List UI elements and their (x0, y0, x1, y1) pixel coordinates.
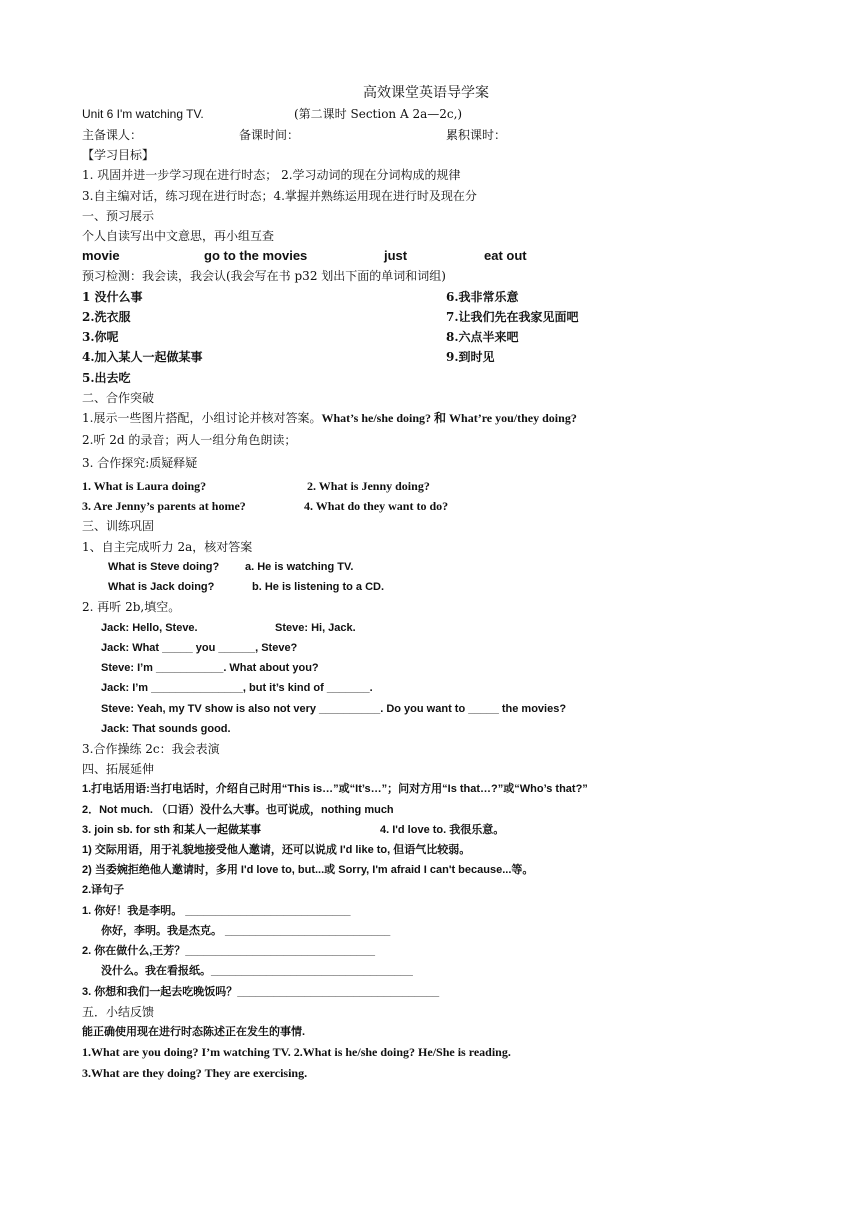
coop-line: 2.听 2d 的录音；两人一组分角色朗读； (82, 433, 297, 447)
dialogue-line: Jack: That sounds good. (101, 723, 231, 735)
coop-line: 3. 合作探究:质疑释疑 (82, 456, 198, 470)
summary-line: 1.What are you doing? I’m watching TV. 2.What is he/she doing? He/She is reading. (82, 1045, 511, 1059)
preview-check: 预习检测：我会读，我会认(我会写在书 p32 划出下面的单词和词组) (82, 269, 446, 283)
extension-line: 1) 交际用语，用于礼貌地接受他人邀请，还可以说成 I'd like to, 但语气比较弱。 (82, 844, 471, 856)
summary-line: 能正确使用现在进行时态陈述正在发生的事情. (82, 1026, 306, 1038)
vocab-word: eat out (484, 248, 527, 263)
preview-item: 7.让我们先在我家见面吧 (446, 310, 579, 324)
extension-line: 4. I'd love to. 我很乐意。 (380, 824, 505, 836)
summary-line: 3.What are they doing? They are exercising. (82, 1066, 308, 1080)
preview-item: 4.加入某人一起做某事 (82, 350, 203, 364)
match-answer: a. He is watching TV. (245, 561, 354, 573)
dialogue-line: Jack: I’m _______________, but it’s kind of _______. (101, 682, 373, 694)
translate-item: 你好，李明。我是杰克。 ___________________________ (101, 925, 391, 937)
preview-item: 6.我非常乐意 (446, 290, 519, 304)
extension-line: 3. join sb. for sth 和某人一起做某事 (82, 824, 262, 836)
coop-question: 1. What is Laura doing? (82, 479, 207, 493)
prep-time-label: 备课时间： (239, 128, 300, 142)
vocab-word: go to the movies (204, 248, 308, 263)
preview-item: 9.到时见 (446, 350, 495, 364)
section-heading-training: 三、训练巩固 (82, 519, 155, 533)
match-answer: b. He is listening to a CD. (252, 581, 385, 593)
dialogue-line: Jack: What _____ you ______, Steve? (101, 642, 298, 654)
translate-item: 2. 你在做什么,王芳？_______________________________ (82, 945, 375, 957)
preview-item: 2.洗衣服 (82, 310, 131, 324)
translate-item: 3. 你想和我们一起去吃晚饭吗？_________________________________ (82, 986, 440, 998)
dialogue-line: Jack: Hello, Steve. (101, 622, 198, 634)
goal-line: 3.自主编对话，练习现在进行时态；4.掌握并熟练运用现在进行时及现在分 (82, 189, 477, 203)
unit-title: Unit 6 I'm watching TV. (82, 107, 204, 121)
coop-line (82, 410, 577, 426)
page-title: 高效课堂英语导学案 (363, 85, 489, 101)
section-heading-summary: 五．小结反馈 (82, 1005, 155, 1019)
translate-item: 没什么。我在看报纸。_________________________________ (101, 965, 413, 977)
coop-question: 4. What do they want to do? (304, 499, 449, 513)
training-line: 3.合作操练 2c：我会表演 (82, 742, 220, 756)
dialogue-line: Steve: Yeah, my TV show is also not very __________. Do you want to _____ the movies? (101, 703, 567, 715)
coop-line-en: What’s he/she doing? 和 What’re you/they doing? (321, 411, 577, 425)
lesson-info: (第二课时 Section A 2a—2c,) (294, 107, 463, 121)
extension-line: 2．Not much. （口语）没什么大事。也可说成，nothing much (82, 804, 394, 816)
preview-item: 3.你呢 (82, 330, 119, 344)
preview-instruction: 个人自读写出中文意思，再小组互查 (82, 229, 275, 243)
section-heading-preview: 一、预习展示 (82, 209, 155, 223)
extension-line: 1.打电话用语:当打电话时，介绍自己时用“This is…”或“It’s…”；问对方用“Is that…?”或“Who’s that?” (82, 783, 588, 795)
extension-line: 2) 当委婉拒绝他人邀请时，多用 I'd love to, but...或 Sorry, I'm afraid I can't because...等。 (82, 864, 534, 876)
preview-item: 1 没什么事 (82, 290, 143, 304)
match-question: What is Jack doing? (108, 581, 215, 593)
translate-item: 1. 你好！我是李明。 ___________________________ (82, 905, 351, 917)
lead-teacher-label: 主备课人： (82, 128, 143, 142)
dialogue-line: Steve: Hi, Jack. (275, 622, 356, 634)
coop-line-cn: 1.展示一些图片搭配，小组讨论并核对答案。 (82, 411, 322, 425)
vocab-word: just (384, 248, 408, 263)
cumulative-hours-label: 累积课时： (446, 128, 507, 142)
dialogue-line: Steve: I’m ___________. What about you? (101, 662, 319, 674)
section-heading-coop: 二、合作突破 (82, 391, 155, 405)
match-question: What is Steve doing? (108, 561, 220, 573)
training-line: 2. 再听 2b,填空。 (82, 600, 181, 614)
vocab-word: movie (82, 248, 120, 263)
goals-heading: 【学习目标】 (82, 148, 155, 162)
goal-line: 1. 巩固并进一步学习现在进行时态； 2.学习动词的现在分词构成的规律 (82, 168, 461, 182)
preview-item: 8.六点半来吧 (446, 330, 519, 344)
preview-item: 5.出去吃 (82, 371, 131, 385)
translate-heading: 2.译句子 (82, 884, 125, 896)
coop-question: 2. What is Jenny doing? (307, 479, 430, 493)
training-line: 1、自主完成听力 2a，核对答案 (82, 540, 253, 554)
coop-question: 3. Are Jenny’s parents at home? (82, 499, 246, 513)
section-heading-extension: 四、拓展延伸 (82, 762, 155, 776)
